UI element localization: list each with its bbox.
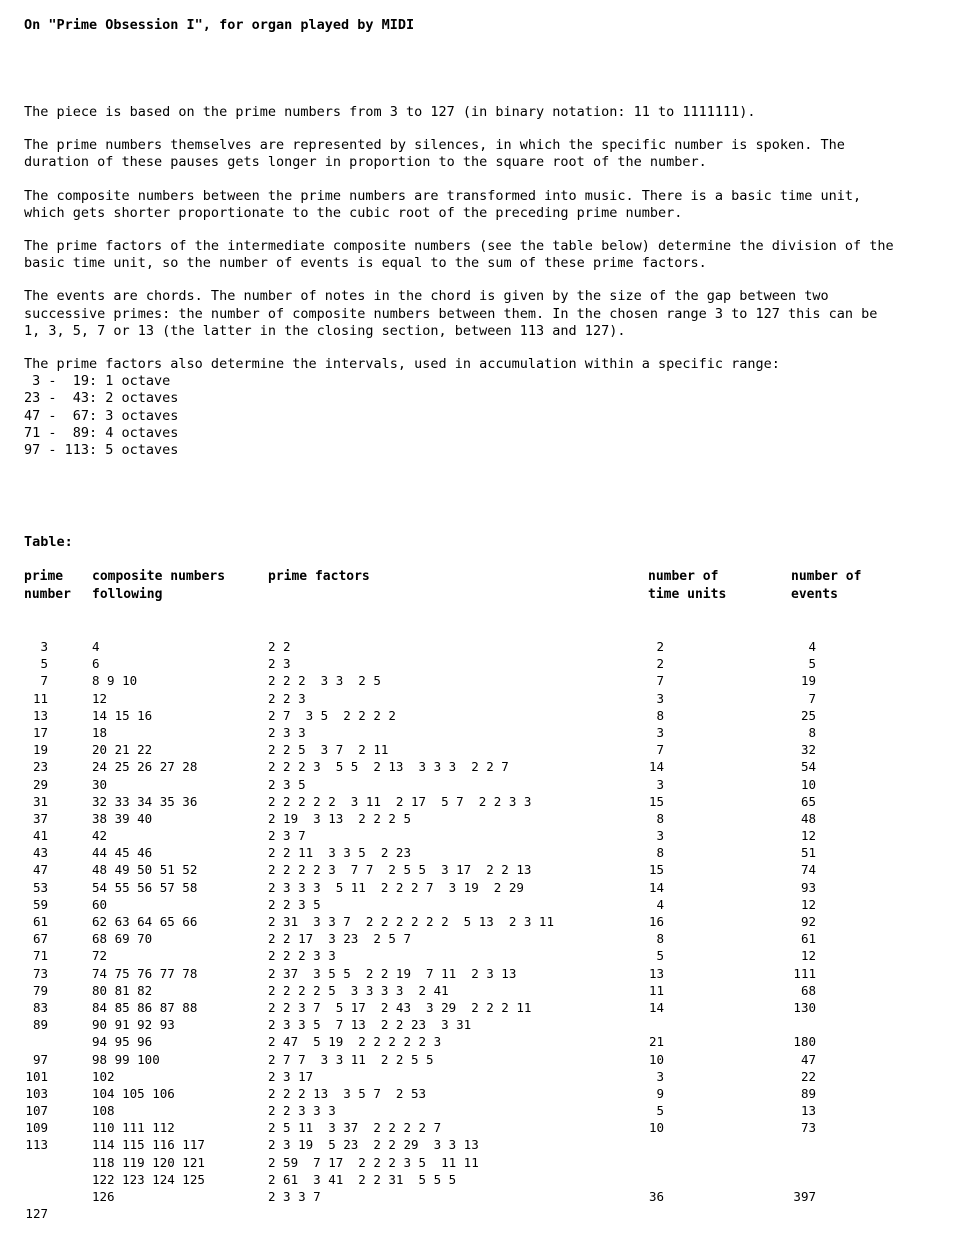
- cell-events: 65: [800, 793, 816, 809]
- cell-events: 13: [800, 1103, 816, 1119]
- cell-factors: 2 3 19 5 23 2 2 29 3 3 13: [268, 1137, 479, 1153]
- cell-composite: 126: [92, 1189, 115, 1204]
- cell-time-units: 15: [648, 793, 664, 809]
- table-row: [0, 655, 960, 672]
- cell-factors: 2 2 2 3 5 5 2 13 3 3 3 2 2 7: [268, 759, 509, 775]
- cell-composite: 42: [92, 828, 108, 844]
- table-label: Table:: [24, 534, 73, 550]
- cell-prime: 3: [40, 639, 48, 654]
- table-row: [0, 1188, 960, 1205]
- cell-composite: 80 81 82: [92, 982, 153, 998]
- cell-time-units: 8: [656, 931, 664, 947]
- cell-time-units: 14: [648, 759, 664, 775]
- table-row: [0, 999, 960, 1016]
- table-row: [0, 724, 960, 741]
- cell-time-units: 13: [648, 965, 664, 981]
- cell-prime: 71: [32, 948, 48, 964]
- header-units: number of time units: [648, 569, 727, 602]
- cell-events: 89: [800, 1085, 816, 1101]
- cell-events: 19: [800, 673, 816, 689]
- cell-factors: 2 2 5 3 7 2 11: [268, 742, 389, 758]
- cell-prime: 23: [32, 759, 48, 775]
- cell-time-units: 9: [656, 1085, 664, 1101]
- cell-composite: 62 63 64 65 66: [92, 914, 198, 929]
- table-row: [0, 707, 960, 724]
- cell-prime: 7: [40, 673, 48, 689]
- cell-composite: 18: [92, 724, 108, 740]
- table-row: [0, 1085, 960, 1102]
- cell-composite: 90 91 92 93: [92, 1017, 175, 1033]
- table-row: [0, 930, 960, 947]
- cell-prime: 83: [32, 999, 48, 1015]
- cell-time-units: 5: [656, 1103, 664, 1119]
- table-row: [0, 913, 960, 930]
- header-prime: prime number: [24, 569, 71, 602]
- cell-time-units: 8: [656, 845, 664, 861]
- table-row: [0, 793, 960, 810]
- cell-events: 93: [800, 879, 816, 895]
- header-composite: composite numbers following: [92, 569, 226, 602]
- cell-prime: 97: [32, 1051, 48, 1067]
- cell-time-units: 3: [656, 690, 664, 706]
- cell-composite: 14 15 16: [92, 707, 153, 723]
- paragraph: The prime numbers themselves are represented by silences, in which the specific number is spoken. The duration of these pauses gets longer in proportion to the square root of the number.: [24, 137, 845, 171]
- cell-prime: 13: [32, 707, 48, 723]
- cell-prime: 73: [32, 965, 48, 981]
- cell-composite: 114 115 116 117: [92, 1137, 205, 1153]
- cell-events: 130: [793, 999, 816, 1015]
- table-row: [0, 827, 960, 844]
- table-row: [0, 776, 960, 793]
- cell-factors: 2 3: [268, 656, 291, 672]
- cell-factors: 2 3 7: [268, 828, 306, 844]
- table-row: [0, 947, 960, 964]
- cell-time-units: 3: [656, 776, 664, 792]
- range-item: 71 - 89: 4 octaves: [24, 424, 179, 441]
- cell-factors: 2 2 2 2 5 3 3 3 3 2 41: [268, 982, 449, 998]
- cell-factors: 2 2 2 2 2 3 11 2 17 5 7 2 2 3 3: [268, 793, 532, 809]
- cell-factors: 2 2 2 3 3: [268, 948, 336, 964]
- cell-prime: 31: [32, 793, 48, 809]
- cell-prime: 101: [25, 1068, 48, 1084]
- table-row: [0, 1119, 960, 1136]
- table-row: [0, 1102, 960, 1119]
- cell-time-units: 14: [648, 999, 664, 1015]
- table-row: [0, 1051, 960, 1068]
- cell-time-units: 3: [656, 828, 664, 844]
- cell-events: 10: [800, 776, 816, 792]
- cell-time-units: 10: [648, 1120, 664, 1136]
- paragraph: The piece is based on the prime numbers from 3 to 127 (in binary notation: 11 to 1111111).: [24, 104, 756, 120]
- cell-factors: 2 2: [268, 639, 291, 654]
- cell-factors: 2 2 3 7 5 17 2 43 3 29 2 2 2 11: [268, 999, 532, 1015]
- cell-composite: 20 21 22: [92, 742, 153, 758]
- ranges-intro: The prime factors also determine the intervals, used in accumulation within a specific range:: [24, 356, 780, 373]
- cell-events: 25: [800, 707, 816, 723]
- cell-composite: 74 75 76 77 78: [92, 965, 198, 981]
- cell-prime: 59: [32, 896, 48, 912]
- cell-factors: 2 2 3 3 3: [268, 1103, 336, 1119]
- paragraph: The events are chords. The number of notes in the chord is given by the size of the gap between two successive primes: the number of composite numbers between them. In the chosen range 3 to 127 this can be 1, 3, 5, 7 or 13 (the latter in the closing section, between 113 and 127).: [24, 288, 878, 339]
- cell-factors: 2 59 7 17 2 2 2 3 5 11 11: [268, 1154, 479, 1170]
- cell-factors: 2 47 5 19 2 2 2 2 2 3: [268, 1034, 442, 1050]
- cell-factors: 2 3 5: [268, 776, 306, 792]
- table-row: [0, 1171, 960, 1188]
- cell-events: 47: [800, 1051, 816, 1067]
- cell-prime: 89: [32, 1017, 48, 1033]
- range-item: 23 - 43: 2 octaves: [24, 390, 179, 407]
- cell-prime: 29: [32, 776, 48, 792]
- cell-time-units: 2: [656, 656, 664, 672]
- cell-prime: 43: [32, 845, 48, 861]
- cell-events: 4: [808, 639, 816, 654]
- table-row: [0, 844, 960, 861]
- cell-factors: 2 3 3: [268, 724, 306, 740]
- cell-factors: 2 5 11 3 37 2 2 2 2 7: [268, 1120, 442, 1136]
- cell-events: 92: [800, 914, 816, 929]
- paragraph: The prime factors of the intermediate composite numbers (see the table below) determine the division of the basic time unit, so the number of events is equal to the sum of these prime factors.: [24, 238, 894, 272]
- cell-events: 32: [800, 742, 816, 758]
- octave-ranges: [24, 356, 949, 459]
- cell-prime: 53: [32, 879, 48, 895]
- cell-time-units: 8: [656, 707, 664, 723]
- header-events: number of events: [791, 569, 862, 602]
- header-factors: prime factors: [268, 569, 370, 584]
- cell-factors: 2 31 3 3 7 2 2 2 2 2 2 5 13 2 3 11: [268, 914, 554, 929]
- cell-events: 8: [808, 724, 816, 740]
- cell-factors: 2 3 17: [268, 1068, 314, 1084]
- cell-factors: 2 2 2 13 3 5 7 2 53: [268, 1085, 427, 1101]
- cell-composite: 4: [92, 639, 100, 654]
- cell-events: 74: [800, 862, 816, 878]
- cell-prime: 113: [25, 1137, 48, 1153]
- table-row: [0, 672, 960, 689]
- cell-composite: 104 105 106: [92, 1085, 175, 1101]
- cell-time-units: 15: [648, 862, 664, 878]
- cell-composite: 12: [92, 690, 108, 706]
- range-item: 97 - 113: 5 octaves: [24, 441, 179, 458]
- cell-events: 54: [800, 759, 816, 775]
- cell-factors: 2 2 3 5: [268, 896, 321, 912]
- range-item: 3 - 19: 1 octave: [24, 373, 171, 390]
- cell-prime: 5: [40, 656, 48, 672]
- table-row: [0, 758, 960, 775]
- cell-composite: 48 49 50 51 52: [92, 862, 198, 878]
- cell-prime: 103: [25, 1085, 48, 1101]
- cell-composite: 32 33 34 35 36: [92, 793, 198, 809]
- cell-time-units: 21: [648, 1034, 664, 1050]
- cell-composite: 38 39 40: [92, 810, 153, 826]
- table-row: [0, 690, 960, 707]
- cell-factors: 2 7 7 3 3 11 2 2 5 5: [268, 1051, 434, 1067]
- cell-factors: 2 3 3 3 5 11 2 2 2 7 3 19 2 29: [268, 879, 524, 895]
- table-row: [0, 879, 960, 896]
- table-row: [0, 1016, 960, 1033]
- table-row: [0, 1205, 960, 1222]
- cell-factors: 2 3 3 5 7 13 2 2 23 3 31: [268, 1017, 472, 1033]
- cell-events: 48: [800, 810, 816, 826]
- cell-factors: 2 2 2 3 3 2 5: [268, 673, 381, 689]
- table-row: [0, 638, 960, 655]
- cell-composite: 54 55 56 57 58: [92, 879, 198, 895]
- cell-events: 12: [800, 948, 816, 964]
- cell-prime: 127: [25, 1206, 48, 1222]
- cell-composite: 84 85 86 87 88: [92, 999, 198, 1015]
- table-row: [0, 861, 960, 878]
- table-row: [0, 1136, 960, 1153]
- cell-events: 73: [800, 1120, 816, 1136]
- cell-factors: 2 2 3: [268, 690, 306, 706]
- cell-time-units: 36: [648, 1189, 664, 1204]
- table-row: [0, 965, 960, 982]
- table-row: [0, 896, 960, 913]
- cell-factors: 2 3 3 7: [268, 1189, 321, 1204]
- table-row: [0, 1068, 960, 1085]
- cell-time-units: 7: [656, 742, 664, 758]
- cell-composite: 60: [92, 896, 108, 912]
- cell-composite: 24 25 26 27 28: [92, 759, 198, 775]
- cell-composite: 118 119 120 121: [92, 1154, 205, 1170]
- cell-factors: 2 61 3 41 2 2 31 5 5 5: [268, 1171, 457, 1187]
- cell-time-units: 10: [648, 1051, 664, 1067]
- cell-composite: 8 9 10: [92, 673, 138, 689]
- cell-events: 61: [800, 931, 816, 947]
- cell-events: 12: [800, 828, 816, 844]
- cell-composite: 68 69 70: [92, 931, 153, 947]
- cell-prime: 19: [32, 742, 48, 758]
- cell-composite: 108: [92, 1103, 115, 1119]
- table-row: [0, 810, 960, 827]
- cell-time-units: 7: [656, 673, 664, 689]
- cell-events: 5: [808, 656, 816, 672]
- cell-factors: 2 2 11 3 3 5 2 23: [268, 845, 411, 861]
- cell-events: 68: [800, 982, 816, 998]
- cell-composite: 94 95 96: [92, 1034, 153, 1050]
- table-row: [0, 1154, 960, 1171]
- paragraph: The composite numbers between the prime numbers are transformed into music. There is a basic time unit, which gets shorter proportionate to the cubic root of the preceding prime number.: [24, 187, 862, 221]
- cell-prime: 11: [32, 690, 48, 706]
- cell-time-units: 8: [656, 810, 664, 826]
- cell-events: 22: [800, 1068, 816, 1084]
- table-row: [0, 1033, 960, 1050]
- cell-events: 180: [793, 1034, 816, 1050]
- cell-prime: 61: [32, 914, 48, 929]
- range-item: 47 - 67: 3 octaves: [24, 407, 179, 424]
- table-body: [0, 638, 960, 1222]
- cell-time-units: 5: [656, 948, 664, 964]
- cell-prime: 37: [32, 810, 48, 826]
- cell-time-units: 16: [648, 914, 664, 929]
- page-title: On "Prime Obsession I", for organ played by MIDI: [24, 17, 415, 33]
- intro-text: [24, 104, 949, 459]
- cell-composite: 6: [92, 656, 100, 672]
- cell-events: 111: [793, 965, 816, 981]
- cell-prime: 17: [32, 724, 48, 740]
- cell-events: 397: [793, 1189, 816, 1204]
- cell-time-units: 11: [648, 982, 664, 998]
- table-row: [0, 982, 960, 999]
- cell-factors: 2 19 3 13 2 2 2 5: [268, 810, 411, 826]
- cell-composite: 110 111 112: [92, 1120, 175, 1136]
- cell-events: 12: [800, 896, 816, 912]
- cell-prime: 79: [32, 982, 48, 998]
- cell-composite: 122 123 124 125: [92, 1171, 205, 1187]
- cell-factors: 2 37 3 5 5 2 2 19 7 11 2 3 13: [268, 965, 517, 981]
- cell-time-units: 2: [656, 639, 664, 654]
- cell-factors: 2 2 17 3 23 2 5 7: [268, 931, 411, 947]
- cell-prime: 109: [25, 1120, 48, 1136]
- cell-composite: 44 45 46: [92, 845, 153, 861]
- cell-events: 51: [800, 845, 816, 861]
- cell-time-units: 14: [648, 879, 664, 895]
- cell-composite: 102: [92, 1068, 115, 1084]
- cell-events: 7: [808, 690, 816, 706]
- cell-composite: 72: [92, 948, 108, 964]
- cell-composite: 30: [92, 776, 108, 792]
- cell-prime: 107: [25, 1103, 48, 1119]
- cell-factors: 2 7 3 5 2 2 2 2: [268, 707, 396, 723]
- cell-composite: 98 99 100: [92, 1051, 160, 1067]
- cell-prime: 47: [32, 862, 48, 878]
- cell-prime: 67: [32, 931, 48, 947]
- cell-time-units: 4: [656, 896, 664, 912]
- cell-prime: 41: [32, 828, 48, 844]
- cell-time-units: 3: [656, 724, 664, 740]
- table-row: [0, 741, 960, 758]
- cell-factors: 2 2 2 2 3 7 7 2 5 5 3 17 2 2 13: [268, 862, 532, 878]
- cell-time-units: 3: [656, 1068, 664, 1084]
